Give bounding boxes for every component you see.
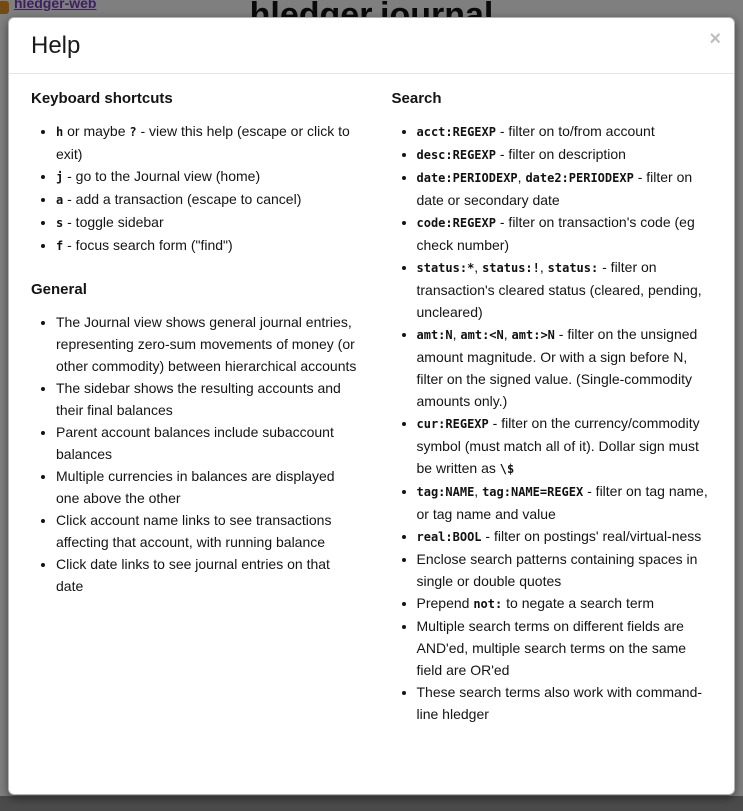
- help-list-item: • code:REGEXP - filter on transaction's code (eg check number): [417, 211, 713, 256]
- help-list-item: • j - go to the Journal view (home): [56, 165, 358, 188]
- close-icon[interactable]: ×: [709, 28, 721, 50]
- help-list-item: • acct:REGEXP - filter on to/from account: [417, 120, 713, 143]
- modal-body: [9, 74, 734, 759]
- code-token: code:REGEXP: [416, 215, 496, 230]
- help-list-item: • h or maybe ? - view this help (escape or click to exit): [56, 120, 358, 165]
- code-token: status:*: [416, 260, 475, 275]
- help-list-item: • Parent account balances include subaccount balances: [56, 421, 358, 465]
- code-token: amt:<N: [460, 327, 504, 342]
- modal-header: [9, 18, 734, 74]
- code-token: date2:PERIODEXP: [525, 170, 634, 185]
- code-token: j: [56, 169, 64, 184]
- help-list-item: • tag:NAME, tag:NAME=REGEX - filter on tag name, or tag name and value: [417, 480, 713, 525]
- code-token: real:BOOL: [416, 529, 482, 544]
- section-heading: Keyboard shortcuts: [31, 89, 173, 107]
- code-token: ?: [129, 124, 137, 139]
- help-list-item: • Click date links to see journal entries on that date: [56, 553, 358, 597]
- help-list-item: • The sidebar shows the resulting accounts and their final balances: [56, 377, 358, 421]
- code-token: f: [56, 238, 64, 253]
- help-list-item: • real:BOOL - filter on postings' real/virtual-ness: [417, 525, 713, 548]
- help-list-item: • s - toggle sidebar: [56, 211, 358, 234]
- section-heading: Search: [391, 89, 442, 107]
- help-list-item: • Click account name links to see transactions affecting that account, with running balance: [56, 509, 358, 553]
- help-modal: [8, 17, 735, 795]
- help-list-item: • The Journal view shows general journal entries, representing zero-sum movements of money (or other commodity) between hierarchical accounts: [56, 311, 358, 377]
- code-token: amt:>N: [511, 327, 555, 342]
- help-list-item: • Multiple search terms on different fields are AND'ed, multiple search terms on the same field are OR'ed: [417, 615, 713, 681]
- help-list: [31, 311, 358, 597]
- help-list-item: • status:*, status:!, status: - filter on transaction's cleared status (cleared, pending, uncleared): [417, 256, 713, 323]
- help-section: [31, 90, 358, 257]
- help-list-item: • Multiple currencies in balances are displayed one above the other: [56, 465, 358, 509]
- code-token: date:PERIODEXP: [416, 170, 518, 185]
- help-list-item: • date:PERIODEXP, date2:PERIODEXP - filter on date or secondary date: [417, 166, 713, 211]
- code-token: not:: [473, 596, 503, 611]
- code-token: cur:REGEXP: [416, 416, 489, 431]
- help-list: [392, 120, 713, 725]
- code-token: tag:NAME=REGEX: [482, 484, 584, 499]
- help-list-item: • f - focus search form ("find"): [56, 234, 358, 257]
- help-list-item: • a - add a transaction (escape to cancel): [56, 188, 358, 211]
- help-list-item: • Prepend not: to negate a search term: [417, 592, 713, 615]
- help-section: [392, 90, 713, 725]
- help-column-left: [31, 90, 372, 749]
- code-token: h: [56, 124, 64, 139]
- section-heading: General: [31, 280, 87, 298]
- code-token: status:: [547, 260, 599, 275]
- code-token: a: [56, 192, 64, 207]
- code-token: tag:NAME: [416, 484, 475, 499]
- modal-title: Help: [31, 32, 81, 59]
- help-list-item: • Enclose search patterns containing spaces in single or double quotes: [417, 548, 713, 592]
- code-token: status:!: [482, 260, 540, 275]
- code-token: \$: [499, 461, 515, 476]
- help-list-item: • These search terms also work with command-line hledger: [417, 681, 713, 725]
- help-list-item: • amt:N, amt:<N, amt:>N - filter on the unsigned amount magnitude. Or with a sign before N, filter on the signed value. (Single-commodity amounts only.): [417, 323, 713, 412]
- code-token: s: [56, 215, 64, 230]
- help-list-item: • desc:REGEXP - filter on description: [417, 143, 713, 166]
- code-token: desc:REGEXP: [416, 147, 496, 162]
- help-list: [31, 120, 358, 257]
- help-section: [31, 281, 358, 597]
- help-list-item: • cur:REGEXP - filter on the currency/commodity symbol (must match all of it). Dollar sign must be written as \$: [417, 412, 713, 480]
- help-column-right: [372, 90, 713, 749]
- code-token: acct:REGEXP: [416, 124, 496, 139]
- code-token: amt:N: [416, 327, 453, 342]
